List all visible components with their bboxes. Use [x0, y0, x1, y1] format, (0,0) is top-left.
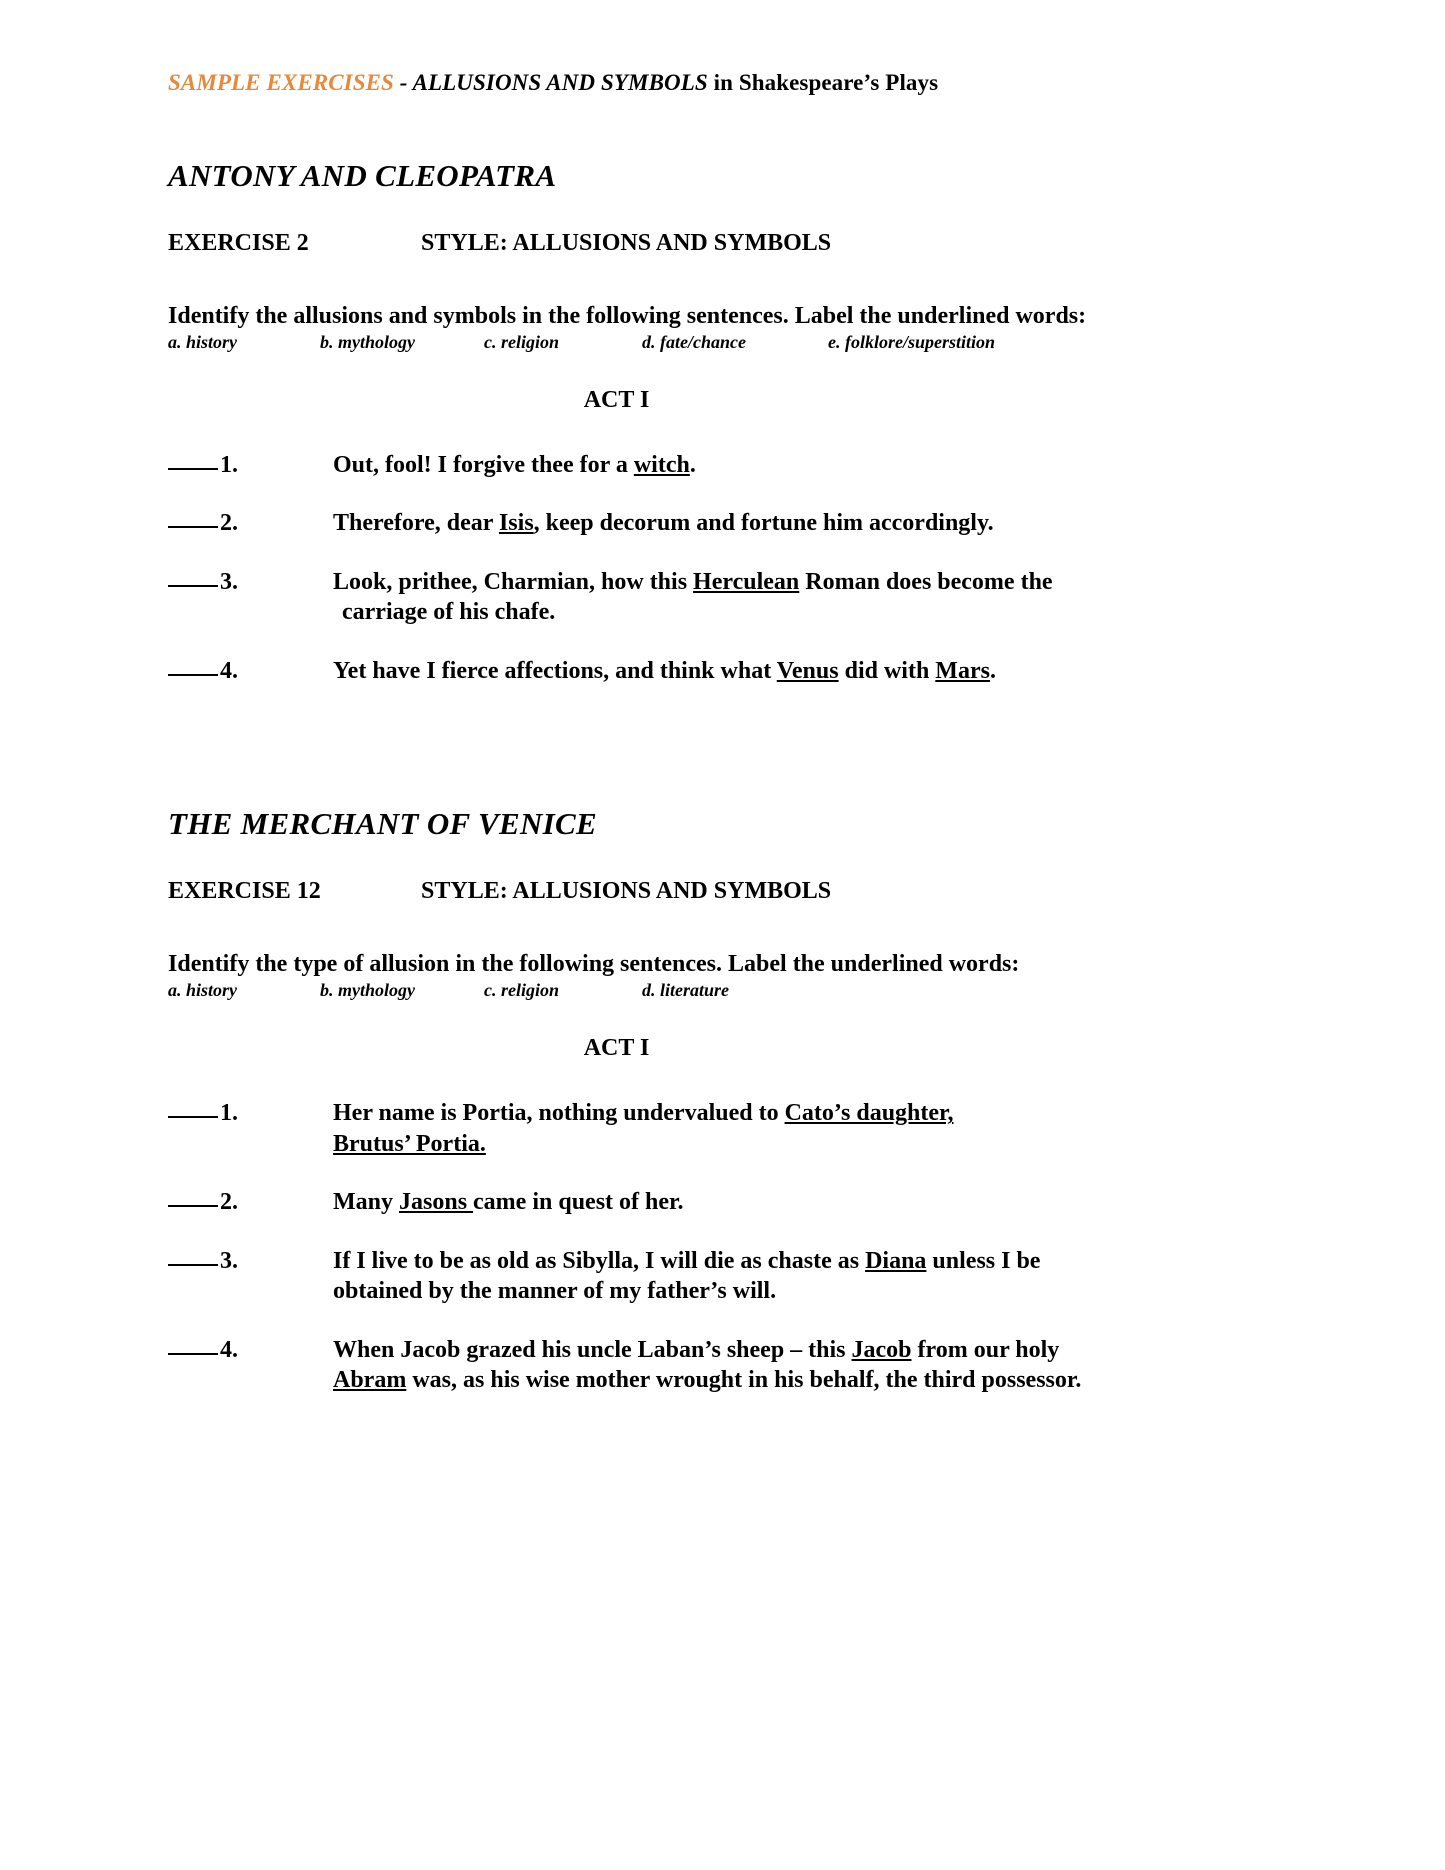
q-continuation — [333, 1129, 1295, 1159]
question-number: 2. — [220, 1189, 238, 1216]
answer-blank[interactable] — [168, 526, 218, 528]
question-number: 4. — [220, 657, 238, 684]
option-a: a. history — [168, 980, 238, 1001]
option-a: a. history — [168, 332, 238, 352]
option-d: d. literature — [642, 980, 730, 1001]
act-heading: ACT I — [583, 387, 650, 413]
q-pre: When Jacob grazed his uncle Laban’s sheep – this — [333, 1336, 852, 1363]
q-pre: If I live to be as old as Sibylla, I will die as chaste as — [333, 1247, 866, 1274]
question-text — [333, 1187, 1295, 1217]
question-item — [168, 508, 1295, 538]
header-italic-part: ALLUSIONS AND SYMBOLS — [412, 70, 708, 95]
exercise-heading — [168, 878, 1295, 905]
underlined-term-2: Brutus’ Portia. — [333, 1130, 486, 1157]
question-number: 3. — [220, 1247, 238, 1274]
question-number: 1. — [220, 1100, 238, 1127]
q-post: from our holy — [911, 1336, 1060, 1363]
exercise-heading — [168, 230, 1295, 257]
q-post: came in quest of her. — [473, 1189, 684, 1216]
underlined-term: Herculean — [693, 568, 800, 595]
question-number: 4. — [220, 1336, 238, 1363]
underlined-term-2: Mars — [935, 657, 990, 684]
options-list — [168, 980, 1295, 1001]
style-label: STYLE: ALLUSIONS AND SYMBOLS — [421, 878, 832, 905]
answer-blank[interactable] — [168, 1353, 218, 1355]
question-number-group — [168, 508, 333, 538]
question-number-group — [168, 450, 333, 480]
question-number: 2. — [220, 510, 238, 537]
option-c: c. religion — [484, 332, 559, 352]
question-number-group — [168, 567, 333, 597]
question-item — [168, 1098, 1295, 1159]
question-text — [333, 450, 1295, 480]
option-b: b. mythology — [320, 332, 415, 352]
underlined-term: Jasons — [399, 1189, 474, 1216]
question-text — [333, 567, 1295, 628]
q-continuation: obtained by the manner of my father’s will. — [333, 1278, 777, 1305]
question-number-group — [168, 656, 333, 686]
underlined-term: Venus — [776, 657, 839, 684]
instructions-text: Identify the allusions and symbols in the following sentences. Label the underlined words: — [168, 303, 1087, 329]
option-b: b. mythology — [320, 980, 415, 1001]
exercise-label: EXERCISE 12 — [168, 878, 321, 905]
question-number: 1. — [220, 452, 238, 478]
section-divider — [168, 714, 1295, 806]
underlined-term: Diana — [865, 1247, 927, 1274]
question-list — [168, 450, 1295, 686]
header-roman-part: in Shakespeare’s Plays — [707, 70, 939, 95]
question-item — [168, 1335, 1295, 1396]
header-highlight: SAMPLE EXERCISES — [168, 70, 394, 95]
exercise-label: EXERCISE 2 — [168, 230, 309, 256]
question-number-group — [168, 1246, 333, 1276]
q-pre: Therefore, dear — [333, 510, 499, 537]
q-post: , keep decorum and fortune him accordingly. — [533, 510, 994, 537]
answer-blank[interactable] — [168, 1205, 218, 1207]
options-list — [168, 332, 1295, 353]
question-item — [168, 567, 1295, 628]
q-post: . — [689, 452, 696, 478]
q-pre: Look, prithee, Charmian, how this — [333, 568, 694, 595]
question-text — [333, 1246, 1295, 1307]
q-continuation: carriage of his chafe. — [342, 599, 556, 626]
question-item — [168, 656, 1295, 686]
play-title: ANTONY AND CLEOPATRA — [168, 158, 557, 193]
underlined-term-2: Abram — [333, 1367, 407, 1394]
question-number-group — [168, 1187, 333, 1217]
option-e: e. folklore/superstition — [828, 332, 996, 352]
act-heading: ACT I — [583, 1035, 650, 1062]
question-list — [168, 1098, 1295, 1395]
answer-blank[interactable] — [168, 674, 218, 676]
question-text — [333, 656, 1295, 686]
question-text — [333, 1335, 1295, 1396]
question-number-group — [168, 1335, 333, 1365]
answer-blank[interactable] — [168, 1264, 218, 1266]
underlined-term: Isis — [498, 510, 534, 537]
q-post: Roman does become the — [799, 568, 1053, 595]
section-the-merchant-of-venice — [168, 806, 1295, 1395]
q-post: . — [989, 657, 996, 684]
q-pre: Yet have I fierce affections, and think what — [333, 657, 777, 684]
question-number: 3. — [220, 568, 238, 595]
q-pre: Out, fool! I forgive thee for a — [333, 452, 634, 478]
style-label: STYLE: ALLUSIONS AND SYMBOLS — [421, 230, 832, 256]
q-mid: did with — [838, 657, 936, 684]
section-antony-and-cleopatra — [168, 158, 1295, 686]
instructions-text: Identify the type of allusion in the following sentences. Label the underlined words: — [168, 951, 1020, 978]
play-title: THE MERCHANT OF VENICE — [168, 806, 597, 842]
q-continuation-post: was, as his wise mother wrought in his behalf, the third possessor. — [406, 1367, 1082, 1394]
answer-blank[interactable] — [168, 468, 218, 470]
question-item — [168, 1246, 1295, 1307]
answer-blank[interactable] — [168, 1116, 218, 1118]
answer-blank[interactable] — [168, 585, 218, 587]
header-dash: - — [393, 70, 413, 95]
option-c: c. religion — [484, 980, 559, 1001]
underlined-term: witch — [633, 452, 690, 478]
question-text — [333, 1098, 1295, 1159]
underlined-term: Jacob — [851, 1336, 912, 1363]
question-item — [168, 450, 1295, 480]
q-post: unless I be — [926, 1247, 1041, 1274]
document-header — [168, 70, 1295, 96]
question-text — [333, 508, 1295, 538]
q-continuation — [333, 1365, 1295, 1395]
q-pre: Her name is Portia, nothing undervalued to — [333, 1100, 785, 1127]
underlined-term: Cato’s daughter, — [784, 1100, 954, 1127]
option-d: d. fate/chance — [642, 332, 746, 352]
question-number-group — [168, 1098, 333, 1128]
question-item — [168, 1187, 1295, 1217]
q-pre: Many — [333, 1189, 399, 1216]
